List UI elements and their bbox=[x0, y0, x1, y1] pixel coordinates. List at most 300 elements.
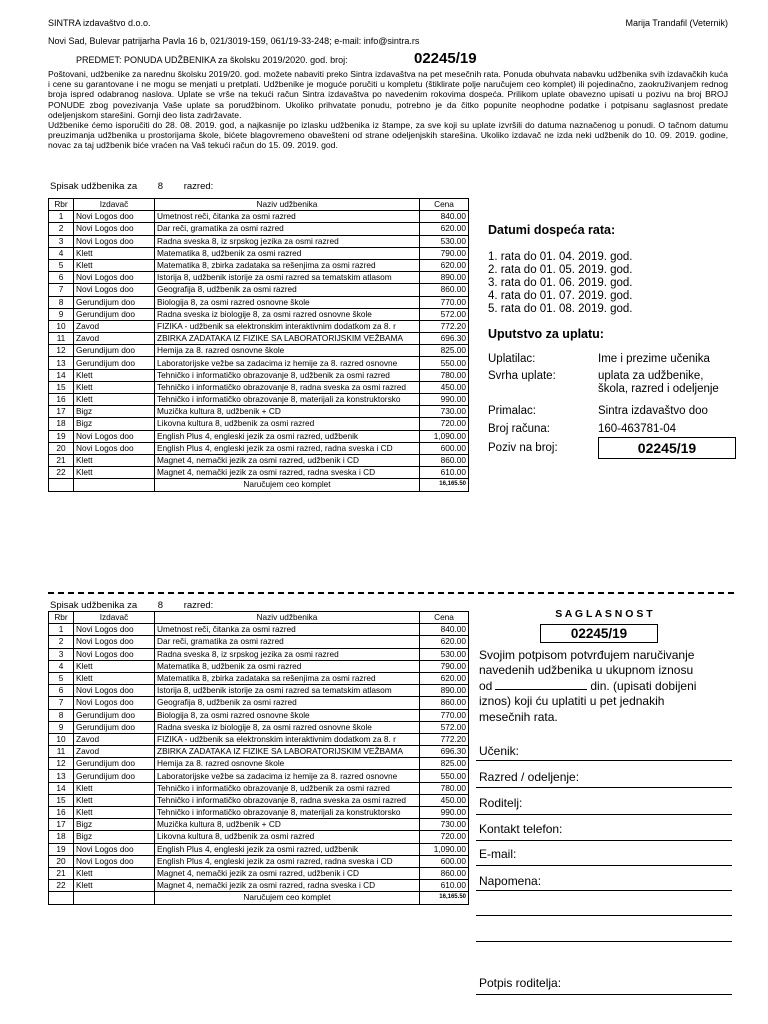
purpose-label: Svrha uplate: bbox=[488, 370, 556, 382]
row-title: Istorija 8, udžbenik istorije za osmi razred sa tematskim atlasom bbox=[155, 685, 420, 697]
list-title-suffix: razred: bbox=[183, 600, 214, 611]
row-publisher: Klett bbox=[74, 369, 155, 381]
table-row[interactable] bbox=[49, 794, 469, 806]
table-row[interactable] bbox=[49, 272, 469, 284]
row-publisher: Novi Logos doo bbox=[74, 223, 155, 235]
row-publisher: Klett bbox=[74, 880, 155, 892]
row-publisher: Klett bbox=[74, 660, 155, 672]
table-header-row bbox=[49, 612, 469, 624]
col-header-publisher: Izdavač bbox=[74, 199, 155, 211]
row-price: 1,090.00 bbox=[420, 430, 469, 442]
row-price: 860.00 bbox=[420, 284, 469, 296]
row-number: 7 bbox=[49, 697, 74, 709]
table-row[interactable] bbox=[49, 223, 469, 235]
table-row[interactable] bbox=[49, 259, 469, 271]
account-value: 160-463781-04 bbox=[598, 423, 677, 435]
row-title: Matematika 8, udžbenik za osmi razred bbox=[155, 247, 420, 259]
due-date-item: 1. rata do 01. 04. 2019. god. bbox=[488, 251, 633, 263]
row-number: 5 bbox=[49, 259, 74, 271]
row-price: 620.00 bbox=[420, 636, 469, 648]
due-dates-list bbox=[488, 251, 633, 316]
consent-line: mesečnih rata. bbox=[479, 709, 558, 724]
reference-number: 02245/19 bbox=[598, 437, 736, 459]
consent-line: Svojim potpisom potvrđujem naručivanje bbox=[479, 648, 695, 662]
row-price: 780.00 bbox=[420, 369, 469, 381]
row-publisher: Gerundijum doo bbox=[74, 721, 155, 733]
row-price: 780.00 bbox=[420, 782, 469, 794]
row-title: Biologija 8, za osmi razred osnovne škole bbox=[155, 709, 420, 721]
cut-line bbox=[48, 592, 734, 594]
offer-subject: PREDMET: PONUDA UDŽBENIKA za školsku 2019/2020. god. broj: bbox=[76, 55, 348, 65]
field-note-line[interactable] bbox=[476, 890, 732, 891]
row-title: Radna sveska iz biologije 8, za osmi razred osnovne škole bbox=[155, 308, 420, 320]
row-price: 825.00 bbox=[420, 758, 469, 770]
row-number: 17 bbox=[49, 819, 74, 831]
row-title: Matematika 8, udžbenik za osmi razred bbox=[155, 660, 420, 672]
row-title: Geografija 8, udžbenik za osmi razred bbox=[155, 697, 420, 709]
row-price: 790.00 bbox=[420, 247, 469, 259]
row-price: 610.00 bbox=[420, 467, 469, 479]
row-price: 610.00 bbox=[420, 880, 469, 892]
table-row[interactable] bbox=[49, 831, 469, 843]
table-row[interactable] bbox=[49, 807, 469, 819]
row-number: 14 bbox=[49, 782, 74, 794]
field-email-label: E-mail: bbox=[479, 847, 517, 861]
list-title-grade: 8 bbox=[157, 600, 164, 611]
payer-value: Ime i prezime učenika bbox=[598, 353, 710, 365]
row-publisher: Klett bbox=[74, 672, 155, 684]
table-row[interactable] bbox=[49, 381, 469, 393]
table-row[interactable] bbox=[49, 782, 469, 794]
table-row[interactable] bbox=[49, 880, 469, 892]
total-price: 16,165.50 bbox=[420, 479, 469, 491]
order-all-label: Naručujem ceo komplet bbox=[155, 892, 420, 904]
table-row[interactable] bbox=[49, 406, 469, 418]
row-title: ZBIRKA ZADATAKA IZ FIZIKE SA LABORATORIJSKIM VEŽBAMA bbox=[155, 746, 420, 758]
row-number: 4 bbox=[49, 660, 74, 672]
consent-number: 02245/19 bbox=[540, 624, 658, 643]
row-number: 15 bbox=[49, 381, 74, 393]
row-publisher: Novi Logos doo bbox=[74, 430, 155, 442]
row-price: 530.00 bbox=[420, 235, 469, 247]
table-row[interactable] bbox=[49, 211, 469, 223]
row-number: 2 bbox=[49, 636, 74, 648]
row-title: Tehničko i informatičko obrazovanje 8, udžbenik za osmi razred bbox=[155, 782, 420, 794]
row-publisher: Bigz bbox=[74, 819, 155, 831]
table-row[interactable] bbox=[49, 648, 469, 660]
row-title: Hemija za 8. razred osnovne škole bbox=[155, 758, 420, 770]
row-number: 21 bbox=[49, 867, 74, 879]
row-number: 22 bbox=[49, 880, 74, 892]
table-row[interactable] bbox=[49, 430, 469, 442]
intro-text bbox=[48, 69, 728, 151]
row-number: 5 bbox=[49, 672, 74, 684]
col-header-price: Cena bbox=[420, 612, 469, 624]
row-price: 772.20 bbox=[420, 733, 469, 745]
list-title-grade: 8 bbox=[157, 181, 164, 192]
row-publisher: Zavod bbox=[74, 333, 155, 345]
row-number: 6 bbox=[49, 272, 74, 284]
empty-cell bbox=[74, 479, 155, 491]
row-publisher: Gerundijum doo bbox=[74, 770, 155, 782]
row-price: 990.00 bbox=[420, 807, 469, 819]
row-title: Radna sveska 8, iz srpskog jezika za osmi razred bbox=[155, 648, 420, 660]
field-student-line[interactable] bbox=[476, 760, 732, 761]
row-number: 21 bbox=[49, 454, 74, 466]
company-address: Novi Sad, Bulevar patrijarha Pavla 16 b, 021/3019-159, 061/19-33-248; e-mail: info@sintra.rs bbox=[48, 36, 420, 46]
row-title: Laboratorijske vežbe sa zadacima iz hemije za 8. razred osnovne bbox=[155, 357, 420, 369]
row-price: 730.00 bbox=[420, 819, 469, 831]
row-number: 4 bbox=[49, 247, 74, 259]
list-title-prefix: Spisak udžbenika za bbox=[50, 600, 138, 611]
purpose-line: škola, razred i odeljenje bbox=[598, 383, 719, 395]
row-title: Geografija 8, udžbenik za osmi razred bbox=[155, 284, 420, 296]
row-title: Likovna kultura 8, udžbenik za osmi razred bbox=[155, 418, 420, 430]
due-date-item: 2. rata do 01. 05. 2019. god. bbox=[488, 264, 633, 276]
row-price: 825.00 bbox=[420, 345, 469, 357]
table-row[interactable] bbox=[49, 624, 469, 636]
table-row[interactable] bbox=[49, 394, 469, 406]
list-title bbox=[50, 600, 213, 611]
payer-label: Uplatilac: bbox=[488, 353, 536, 365]
table-row[interactable] bbox=[49, 819, 469, 831]
col-header-title: Naziv udžbenika bbox=[155, 199, 420, 211]
row-title: Magnet 4, nemački jezik za osmi razred, radna sveska i CD bbox=[155, 880, 420, 892]
row-number: 17 bbox=[49, 406, 74, 418]
row-number: 11 bbox=[49, 746, 74, 758]
field-note-line[interactable] bbox=[476, 941, 732, 942]
row-number: 8 bbox=[49, 709, 74, 721]
col-header-title: Naziv udžbenika bbox=[155, 612, 420, 624]
order-all-row[interactable] bbox=[49, 479, 469, 491]
row-title: Tehničko i informatičko obrazovanje 8, materijali za konstruktorsko bbox=[155, 807, 420, 819]
row-number: 9 bbox=[49, 308, 74, 320]
row-publisher: Gerundijum doo bbox=[74, 308, 155, 320]
row-publisher: Novi Logos doo bbox=[74, 272, 155, 284]
col-header-rbr: Rbr bbox=[49, 612, 74, 624]
purpose-line: uplata za udžbenike, bbox=[598, 370, 704, 382]
table-row[interactable] bbox=[49, 636, 469, 648]
row-price: 450.00 bbox=[420, 794, 469, 806]
row-number: 16 bbox=[49, 394, 74, 406]
row-publisher: Novi Logos doo bbox=[74, 636, 155, 648]
row-number: 18 bbox=[49, 831, 74, 843]
field-parent-line[interactable] bbox=[476, 814, 732, 815]
row-number: 2 bbox=[49, 223, 74, 235]
order-all-label: Naručujem ceo komplet bbox=[155, 479, 420, 491]
table-row[interactable] bbox=[49, 235, 469, 247]
row-title: Laboratorijske vežbe sa zadacima iz hemije za 8. razred osnovne bbox=[155, 770, 420, 782]
row-publisher: Klett bbox=[74, 794, 155, 806]
table-header-row bbox=[49, 199, 469, 211]
table-row[interactable] bbox=[49, 320, 469, 332]
consent-line-amount bbox=[479, 679, 696, 694]
row-title: Magnet 4, nemački jezik za osmi razred, radna sveska i CD bbox=[155, 467, 420, 479]
row-publisher: Zavod bbox=[74, 733, 155, 745]
row-price: 600.00 bbox=[420, 442, 469, 454]
row-price: 572.00 bbox=[420, 721, 469, 733]
list-title-prefix: Spisak udžbenika za bbox=[50, 181, 138, 192]
table-row[interactable] bbox=[49, 770, 469, 782]
table-row[interactable] bbox=[49, 467, 469, 479]
row-publisher: Novi Logos doo bbox=[74, 211, 155, 223]
table-row[interactable] bbox=[49, 733, 469, 745]
signature-line[interactable] bbox=[476, 994, 732, 995]
table-row[interactable] bbox=[49, 454, 469, 466]
table-row[interactable] bbox=[49, 697, 469, 709]
intro-paragraph: Poštovani, udžbenike za narednu školsku 2019/20. god. možete nabaviti preko Sintra izdavaštva na pet mesečnih rata. Ponuda obuhvata nabavku udžbenika svih izdavačkih kuća i cene su garantovane i ne mogu se menjati u pretplati. Udžbenike je moguće poručiti u kompletu (štiklirate polje naručujem ceo komplet) ili pojedinačno, zaokruživanjem rednog broja ispred odabranog naslova. Uplate se vrše na tekući račun Sintra izdavaštva po navedenim rokovima dospeća. Prilikom uplate obavezno upisati u pozivu na broj BROJ PONUDE zbog povezivanja Vaše uplate sa porudžbinom. Ukoliko prihvatate ponudu, potrebno je da čitko popunite neophodne podatke i potpisanu saglasnost predate odeljenjskom starešini. Gornji deo lista zadržavate. bbox=[48, 69, 728, 120]
field-phone-line[interactable] bbox=[476, 840, 732, 841]
col-header-price: Cena bbox=[420, 199, 469, 211]
row-price: 696.30 bbox=[420, 746, 469, 758]
consent-text bbox=[479, 648, 696, 725]
row-price: 450.00 bbox=[420, 381, 469, 393]
table-row[interactable] bbox=[49, 855, 469, 867]
delivery-paragraph: Udžbenike ćemo isporučiti do 28. 08. 2019. god, a najkasnije po izlasku udžbenika iz štampe, za sve koji su uplate izvršili do datuma naznačenog u ponudi. O tačnom datumu preuzimanja udžbenika u prostorijama škole, bićete blagovremeno obavešteni od strane odeljenjskih starešina. Ukoliko izdavač ne izda neki udžbenik do 10. 09. 2019. godine, novac za taj udžbenik biće vraćen na Vaš tekući račun do 15. 09. 2019. god. bbox=[48, 120, 728, 151]
row-title: Tehničko i informatičko obrazovanje 8, udžbenik za osmi razred bbox=[155, 369, 420, 381]
row-number: 20 bbox=[49, 855, 74, 867]
row-publisher: Klett bbox=[74, 259, 155, 271]
row-price: 620.00 bbox=[420, 259, 469, 271]
row-publisher: Gerundijum doo bbox=[74, 758, 155, 770]
row-price: 696.30 bbox=[420, 333, 469, 345]
row-publisher: Novi Logos doo bbox=[74, 648, 155, 660]
table-row[interactable] bbox=[49, 746, 469, 758]
recipient-label: Primalac: bbox=[488, 405, 536, 417]
row-title: Radna sveska 8, iz srpskog jezika za osmi razred bbox=[155, 235, 420, 247]
row-number: 10 bbox=[49, 733, 74, 745]
consent-line: navedenih udžbenika u ukupnom iznosu bbox=[479, 663, 694, 678]
row-price: 720.00 bbox=[420, 831, 469, 843]
row-number: 19 bbox=[49, 430, 74, 442]
row-number: 22 bbox=[49, 467, 74, 479]
row-number: 1 bbox=[49, 624, 74, 636]
row-number: 1 bbox=[49, 211, 74, 223]
row-price: 730.00 bbox=[420, 406, 469, 418]
row-title: Umetnost reči, čitanka za osmi razred bbox=[155, 211, 420, 223]
amount-od: od bbox=[479, 678, 493, 693]
table-row[interactable] bbox=[49, 442, 469, 454]
row-price: 790.00 bbox=[420, 660, 469, 672]
table-row[interactable] bbox=[49, 685, 469, 697]
row-number: 16 bbox=[49, 807, 74, 819]
table-row[interactable] bbox=[49, 672, 469, 684]
row-publisher: Bigz bbox=[74, 831, 155, 843]
table-row[interactable] bbox=[49, 369, 469, 381]
offer-number: 02245/19 bbox=[414, 50, 477, 67]
empty-cell bbox=[74, 892, 155, 904]
field-email-line[interactable] bbox=[476, 865, 732, 866]
table-row[interactable] bbox=[49, 247, 469, 259]
row-publisher: Gerundijum doo bbox=[74, 709, 155, 721]
row-publisher: Bigz bbox=[74, 406, 155, 418]
account-label: Broj računa: bbox=[488, 423, 551, 435]
row-title: Tehničko i informatičko obrazovanje 8, radna sveska za osmi razred bbox=[155, 794, 420, 806]
reference-label: Poziv na broj: bbox=[488, 442, 558, 454]
col-header-publisher: Izdavač bbox=[74, 612, 155, 624]
field-note-line[interactable] bbox=[476, 915, 732, 916]
due-date-item: 3. rata do 01. 06. 2019. god. bbox=[488, 277, 633, 289]
table-row[interactable] bbox=[49, 308, 469, 320]
row-publisher: Novi Logos doo bbox=[74, 624, 155, 636]
row-price: 620.00 bbox=[420, 672, 469, 684]
row-publisher: Novi Logos doo bbox=[74, 235, 155, 247]
consent-line: iznos) koji ću uplatiti u pet jednakih bbox=[479, 694, 665, 709]
row-price: 770.00 bbox=[420, 709, 469, 721]
row-title: Dar reči, gramatika za osmi razred bbox=[155, 223, 420, 235]
row-publisher: Gerundijum doo bbox=[74, 357, 155, 369]
row-publisher: Klett bbox=[74, 247, 155, 259]
table-row[interactable] bbox=[49, 296, 469, 308]
row-publisher: Zavod bbox=[74, 320, 155, 332]
company-name: SINTRA izdavaštvo d.o.o. bbox=[48, 18, 151, 28]
field-note-label: Napomena: bbox=[479, 874, 542, 888]
table-row[interactable] bbox=[49, 333, 469, 345]
row-publisher: Klett bbox=[74, 782, 155, 794]
row-number: 12 bbox=[49, 345, 74, 357]
row-title: Muzička kultura 8, udžbenik + CD bbox=[155, 406, 420, 418]
row-title: English Plus 4, engleski jezik za osmi razred, udžbenik bbox=[155, 843, 420, 855]
row-publisher: Novi Logos doo bbox=[74, 442, 155, 454]
table-row[interactable] bbox=[49, 418, 469, 430]
row-title: Muzička kultura 8, udžbenik + CD bbox=[155, 819, 420, 831]
row-price: 860.00 bbox=[420, 697, 469, 709]
row-number: 18 bbox=[49, 418, 74, 430]
table-row[interactable] bbox=[49, 345, 469, 357]
row-publisher: Klett bbox=[74, 807, 155, 819]
row-price: 620.00 bbox=[420, 223, 469, 235]
field-student-label: Učenik: bbox=[479, 744, 520, 758]
row-number: 6 bbox=[49, 685, 74, 697]
row-price: 550.00 bbox=[420, 357, 469, 369]
row-publisher: Klett bbox=[74, 454, 155, 466]
books-table-copy bbox=[48, 611, 469, 905]
row-number: 15 bbox=[49, 794, 74, 806]
row-title: Umetnost reči, čitanka za osmi razred bbox=[155, 624, 420, 636]
field-class-label: Razred / odeljenje: bbox=[479, 770, 580, 784]
order-all-checkbox[interactable] bbox=[49, 892, 74, 904]
due-date-item: 5. rata do 01. 08. 2019. god. bbox=[488, 303, 633, 315]
row-title: Magnet 4, nemački jezik za osmi razred, udžbenik i CD bbox=[155, 454, 420, 466]
row-title: English Plus 4, engleski jezik za osmi razred, radna sveska i CD bbox=[155, 855, 420, 867]
row-number: 14 bbox=[49, 369, 74, 381]
row-title: English Plus 4, engleski jezik za osmi razred, udžbenik bbox=[155, 430, 420, 442]
row-price: 572.00 bbox=[420, 308, 469, 320]
row-price: 890.00 bbox=[420, 272, 469, 284]
recipient-name: Marija Trandafil (Veternik) bbox=[625, 18, 728, 28]
row-publisher: Klett bbox=[74, 381, 155, 393]
row-title: FIZIKA - udžbenik sa elektronskim interaktivnim dodatkom za 8. r bbox=[155, 733, 420, 745]
field-class-line[interactable] bbox=[476, 787, 732, 788]
row-price: 530.00 bbox=[420, 648, 469, 660]
row-title: Hemija za 8. razred osnovne škole bbox=[155, 345, 420, 357]
row-title: Magnet 4, nemački jezik za osmi razred, udžbenik i CD bbox=[155, 867, 420, 879]
table-row[interactable] bbox=[49, 721, 469, 733]
books-table bbox=[48, 198, 469, 492]
row-number: 19 bbox=[49, 843, 74, 855]
due-date-item: 4. rata do 01. 07. 2019. god. bbox=[488, 290, 633, 302]
field-phone-label: Kontakt telefon: bbox=[479, 822, 563, 836]
list-title bbox=[50, 181, 213, 192]
total-price: 16,165.50 bbox=[420, 892, 469, 904]
list-title-suffix: razred: bbox=[183, 181, 214, 192]
row-number: 13 bbox=[49, 770, 74, 782]
purpose-value bbox=[598, 370, 719, 396]
row-publisher: Novi Logos doo bbox=[74, 697, 155, 709]
table-row[interactable] bbox=[49, 867, 469, 879]
row-number: 3 bbox=[49, 235, 74, 247]
table-row[interactable] bbox=[49, 758, 469, 770]
col-header-rbr: Rbr bbox=[49, 199, 74, 211]
row-title: FIZIKA - udžbenik sa elektronskim interaktivnim dodatkom za 8. r bbox=[155, 320, 420, 332]
consent-line: din. (upisati dobijeni bbox=[590, 678, 697, 693]
row-price: 1,090.00 bbox=[420, 843, 469, 855]
row-title: Biologija 8, za osmi razred osnovne škole bbox=[155, 296, 420, 308]
row-price: 840.00 bbox=[420, 624, 469, 636]
row-publisher: Klett bbox=[74, 394, 155, 406]
row-title: Matematika 8, zbirka zadataka sa rešenjima za osmi razred bbox=[155, 259, 420, 271]
row-price: 770.00 bbox=[420, 296, 469, 308]
table-row[interactable] bbox=[49, 843, 469, 855]
due-dates-title: Datumi dospeća rata: bbox=[488, 223, 616, 237]
row-price: 990.00 bbox=[420, 394, 469, 406]
row-number: 20 bbox=[49, 442, 74, 454]
row-number: 7 bbox=[49, 284, 74, 296]
amount-blank[interactable] bbox=[495, 689, 587, 690]
row-publisher: Novi Logos doo bbox=[74, 843, 155, 855]
row-title: Radna sveska iz biologije 8, za osmi razred osnovne škole bbox=[155, 721, 420, 733]
row-publisher: Gerundijum doo bbox=[74, 345, 155, 357]
row-price: 840.00 bbox=[420, 211, 469, 223]
row-number: 9 bbox=[49, 721, 74, 733]
row-number: 13 bbox=[49, 357, 74, 369]
consent-title: S A G L A S N O S T bbox=[555, 608, 653, 620]
row-title: Tehničko i informatičko obrazovanje 8, materijali za konstruktorsko bbox=[155, 394, 420, 406]
row-price: 550.00 bbox=[420, 770, 469, 782]
row-title: Tehničko i informatičko obrazovanje 8, radna sveska za osmi razred bbox=[155, 381, 420, 393]
row-number: 3 bbox=[49, 648, 74, 660]
payment-title: Uputstvo za uplatu: bbox=[488, 327, 604, 341]
row-price: 860.00 bbox=[420, 867, 469, 879]
order-all-checkbox[interactable] bbox=[49, 479, 74, 491]
signature-label: Potpis roditelja: bbox=[479, 976, 562, 990]
row-price: 720.00 bbox=[420, 418, 469, 430]
row-publisher: Bigz bbox=[74, 418, 155, 430]
row-publisher: Gerundijum doo bbox=[74, 296, 155, 308]
table-row[interactable] bbox=[49, 709, 469, 721]
row-publisher: Novi Logos doo bbox=[74, 284, 155, 296]
row-price: 772.20 bbox=[420, 320, 469, 332]
table-row[interactable] bbox=[49, 660, 469, 672]
row-title: ZBIRKA ZADATAKA IZ FIZIKE SA LABORATORIJSKIM VEŽBAMA bbox=[155, 333, 420, 345]
row-price: 600.00 bbox=[420, 855, 469, 867]
row-publisher: Novi Logos doo bbox=[74, 855, 155, 867]
row-price: 890.00 bbox=[420, 685, 469, 697]
row-title: English Plus 4, engleski jezik za osmi razred, radna sveska i CD bbox=[155, 442, 420, 454]
table-row[interactable] bbox=[49, 357, 469, 369]
row-number: 8 bbox=[49, 296, 74, 308]
table-row[interactable] bbox=[49, 284, 469, 296]
field-parent-label: Roditelj: bbox=[479, 796, 523, 810]
row-publisher: Novi Logos doo bbox=[74, 685, 155, 697]
order-all-row[interactable] bbox=[49, 892, 469, 904]
row-number: 11 bbox=[49, 333, 74, 345]
row-title: Dar reči, gramatika za osmi razred bbox=[155, 636, 420, 648]
recipient-value: Sintra izdavaštvo doo bbox=[598, 405, 708, 417]
row-price: 860.00 bbox=[420, 454, 469, 466]
row-title: Matematika 8, zbirka zadataka sa rešenjima za osmi razred bbox=[155, 672, 420, 684]
row-number: 10 bbox=[49, 320, 74, 332]
